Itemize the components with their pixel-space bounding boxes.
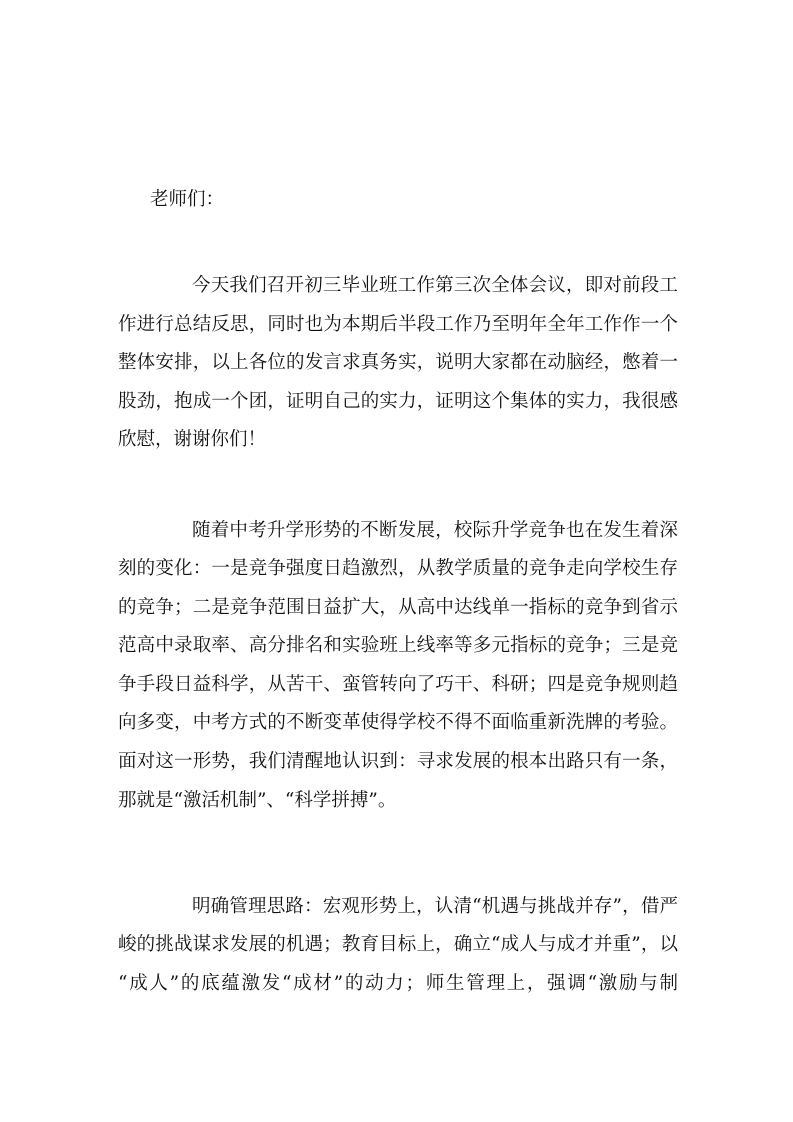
paragraph-line: 面对这一形势，我们清醒地认识到：寻求发展的根本出路只有一条， (118, 751, 678, 772)
paragraph-line: 随着中考升学形势的不断发展，校际升学竞争也在发生着深 (192, 520, 678, 541)
paragraph-line: 今天我们召开初三毕业班工作第三次全体会议，即对前段工 (192, 275, 678, 296)
paragraph-line: 作进行总结反思，同时也为本期后半段工作乃至明年全年工作作一个 (118, 314, 678, 335)
paragraph-line: 范高中录取率、高分排名和实验班上线率等多元指标的竞争；三是竞 (118, 635, 678, 656)
paragraph-line: 整体安排，以上各位的发言求真务实，说明大家都在动脑经，憋着一 (118, 352, 678, 373)
paragraph-line: 股劲，抱成一个团，证明自己的实力，证明这个集体的实力，我很感 (118, 391, 678, 412)
paragraph-line: 向多变，中考方式的不断变革使得学校不得不面临重新洗牌的考验。 (118, 712, 678, 733)
paragraph-line: “成人”的底蕴激发“成材”的动力；师生管理上，强调“激励与制 (118, 973, 678, 994)
paragraph-line: 刻的变化：一是竞争强度日趋激烈，从教学质量的竞争走向学校生存 (118, 558, 678, 579)
salutation: 老师们： (150, 189, 225, 210)
paragraph-line: 的竞争；二是竞争范围日益扩大，从高中达线单一指标的竞争到省示 (118, 597, 678, 618)
paragraph-line: 那就是“激活机制”、“科学拼搏”。 (118, 790, 397, 811)
paragraph-line: 欣慰，谢谢你们！ (118, 429, 267, 450)
paragraph-line: 争手段日益科学，从苦干、蛮管转向了巧干、科研；四是竞争规则趋 (118, 674, 678, 695)
paragraph-line: 明确管理思路：宏观形势上，认清“机遇与挑战并存”，借严 (192, 896, 678, 917)
paragraph-line: 峻的挑战谋求发展的机遇；教育目标上，确立“成人与成才并重”，以 (118, 934, 678, 955)
